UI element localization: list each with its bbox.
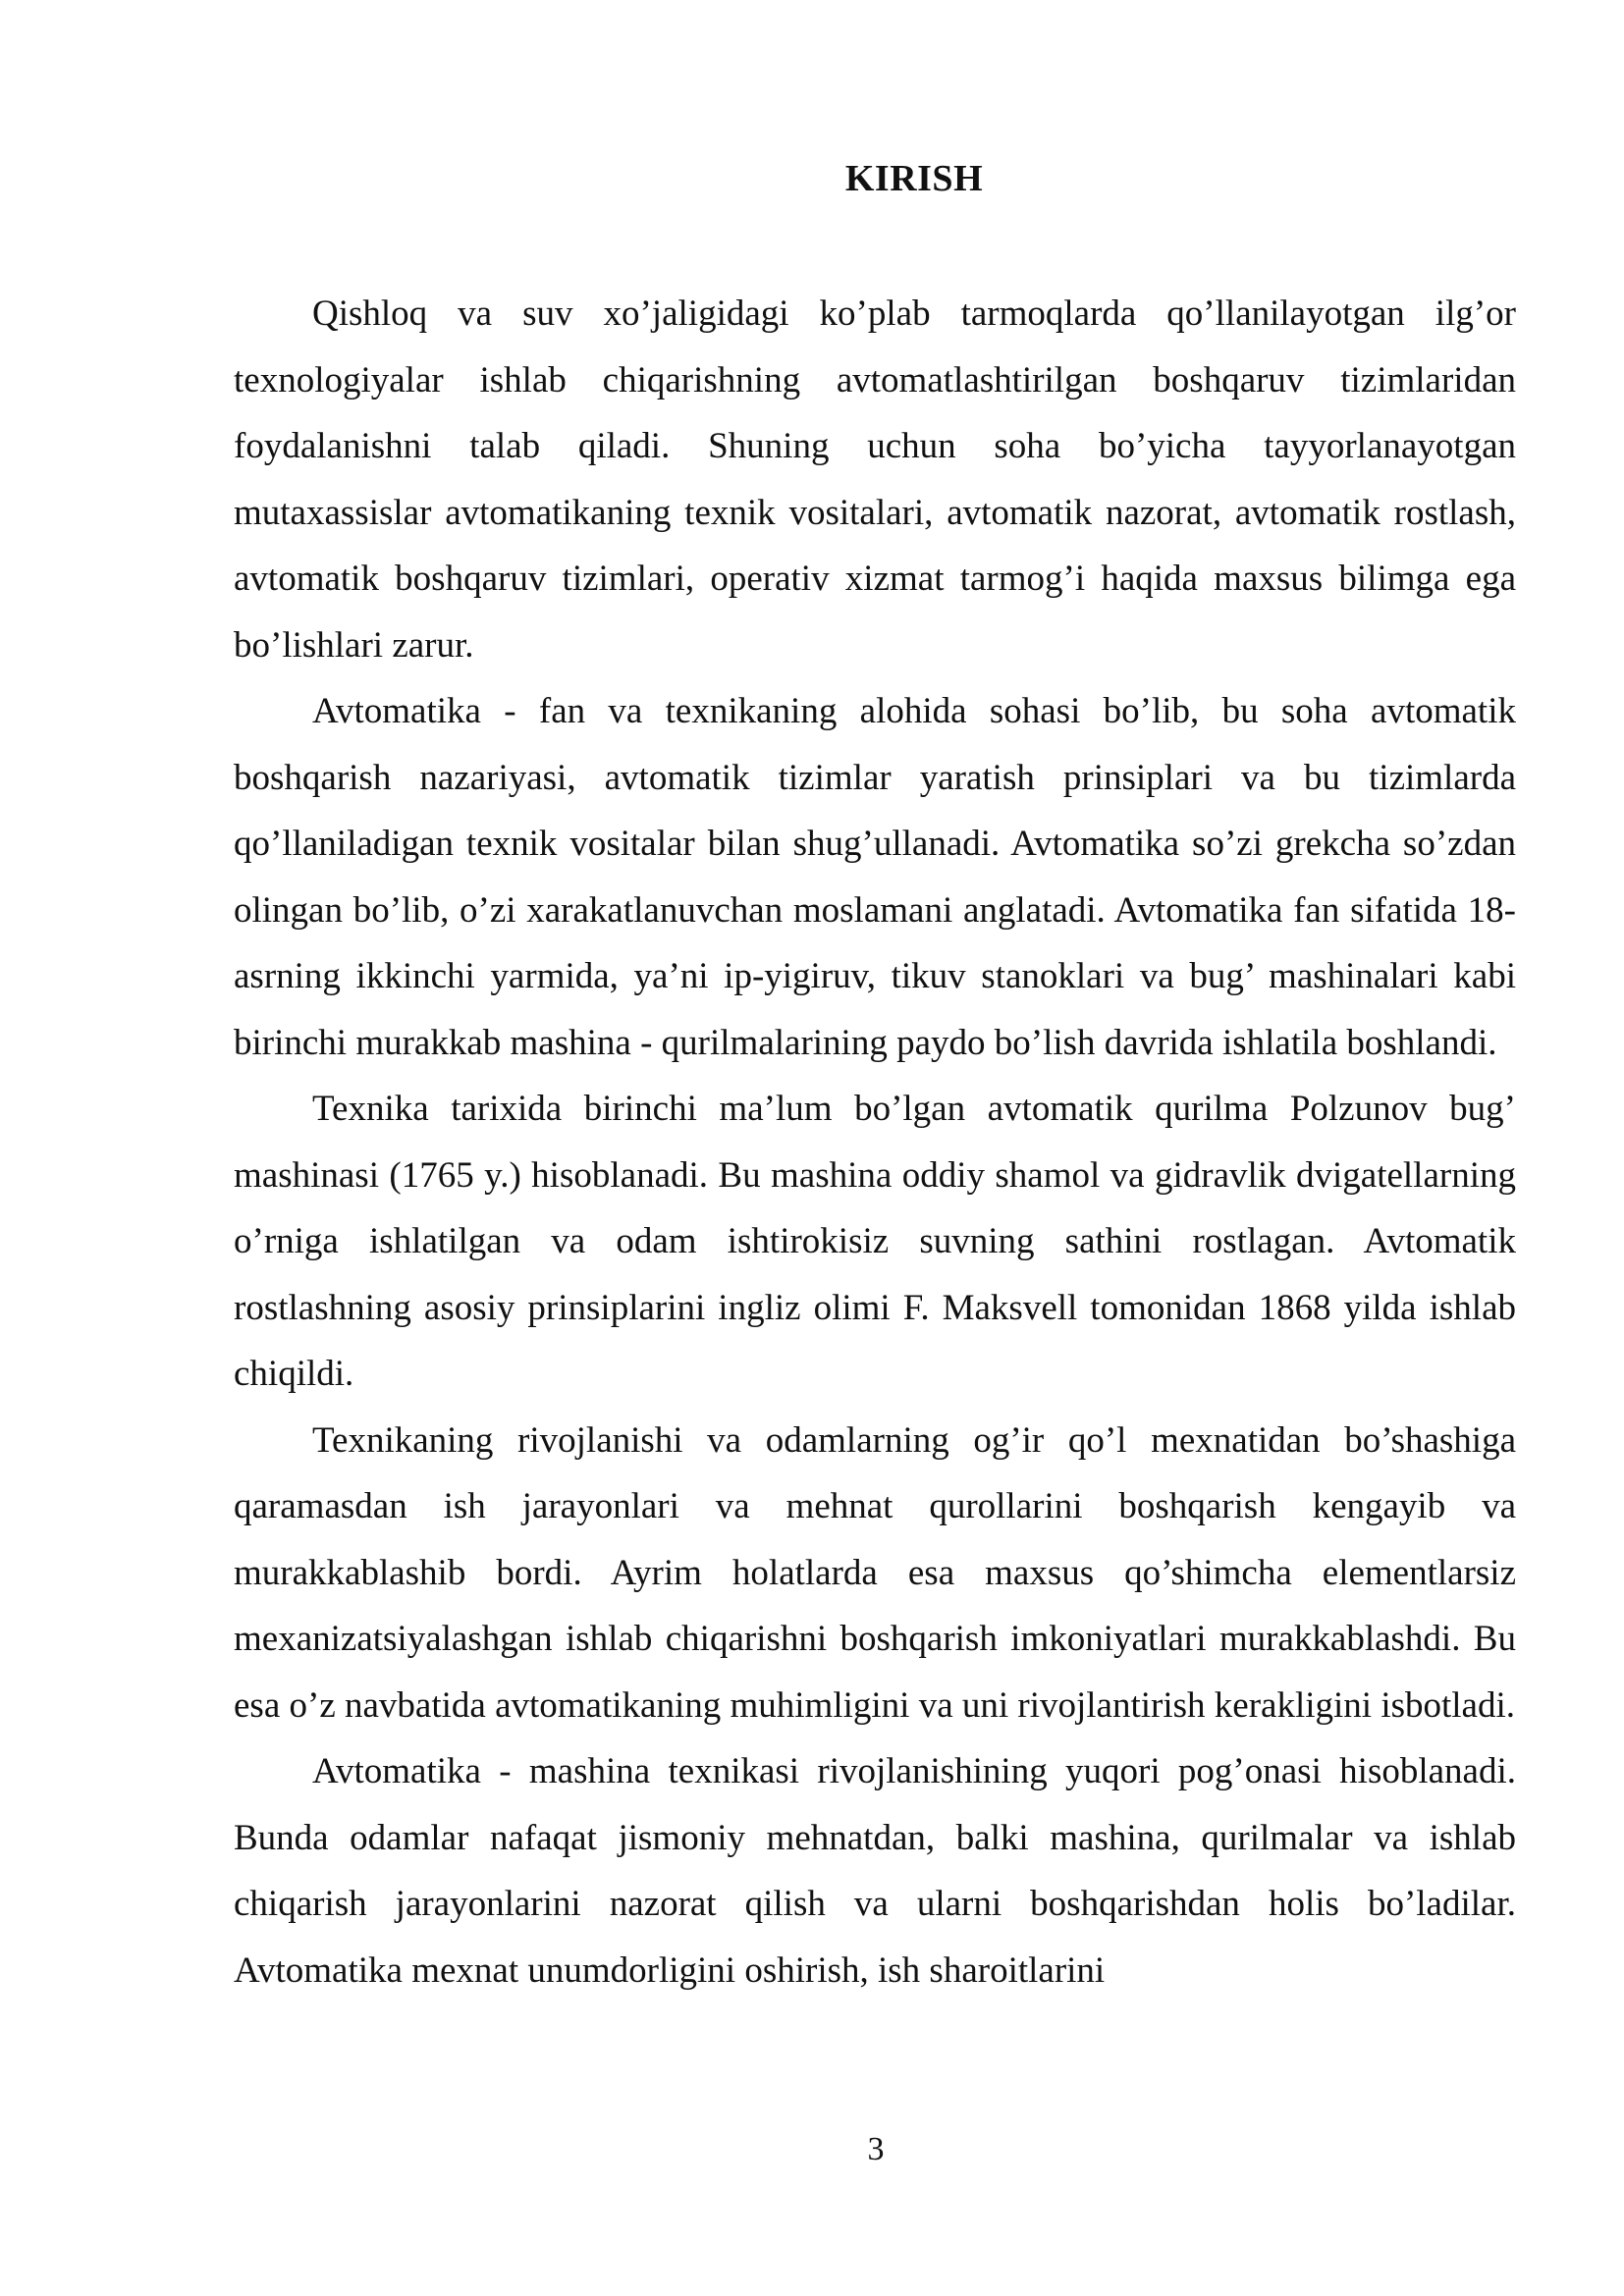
body-text	[234, 281, 1516, 2003]
page-title: KIRISH	[844, 158, 984, 199]
paragraph-3: Texnika tarixida birinchi ma’lum bo’lgan avtomatik qurilma Polzunov bug’ mashinasi (1765 y.) hisoblanadi. Bu mashina oddiy shamol va gidravlik dvigatellarning o’rniga ishlatilgan va odam ishtirokisiz suvning sathini rostlagan. Avtomatik rostlashning asosiy prinsiplarini ingliz olimi F. Maksvell tomonidan 1868 yilda ishlab chiqildi.	[234, 1089, 1516, 1394]
paragraph-1: Qishloq va suv xo’jaligidagi ko’plab tarmoqlarda qo’llanilayotgan ilg’or texnologiyalar ishlab chiqarishning avtomatlashtirilgan boshqaruv tizimlaridan foydalanishni talab qiladi. Shuning uchun soha bo’yicha tayyorlanayotgan mutaxassislar avtomatikaning texnik vositalari, avtomatik nazorat, avtomatik rostlash, avtomatik boshqaruv tizimlari, operativ xizmat tarmog’i haqida maxsus bilimga ega bo’lishlari zarur.	[234, 294, 1516, 666]
page-number: 3	[867, 2131, 885, 2167]
paragraph-2: Avtomatika - fan va texnikaning alohida sohasi bo’lib, bu soha avtomatik boshqarish nazariyasi, avtomatik tizimlar yaratish prinsiplari va bu tizimlarda qo’llaniladigan texnik vositalar bilan shug’ullanadi. Avtomatika so’zi grekcha so’zdan olingan bo’lib, o’zi xarakatlanuvchan moslamani anglatadi. Avtomatika fan sifatida 18-asrning ikkinchi yarmida, ya’ni ip-yigiruv, tikuv stanoklari va bug’ mashinalari kabi birinchi murakkab mashina - qurilmalarining paydo bo’lish davrida ishlatila boshlandi.	[234, 691, 1516, 1063]
paragraph-4: Texnikaning rivojlanishi va odamlarning og’ir qo’l mexnatidan bo’shashiga qaramasdan ish jarayonlari va mehnat qurollarini boshqarish kengayib va murakkablashib bordi. Ayrim holatlarda esa maxsus qo’shimcha elementlarsiz mexanizatsiyalashgan ishlab chiqarishni boshqarish imkoniyatlari murakkablashdi. Bu esa o’z navbatida avtomatikaning muhimligini va uni rivojlantirish kerakligini isbotladi.	[234, 1419, 1516, 1726]
paragraph-5: Avtomatika - mashina texnikasi rivojlanishining yuqori pog’onasi hisoblanadi. Bunda odamlar nafaqat jismoniy mehnatdan, balki mashina, qurilmalar va ishlab chiqarish jarayonlarini nazorat qilish va ularni boshqarishdan holis bo’ladilar. Avtomatika mexnat unumdorligini oshirish, ish sharoitlarini	[234, 1751, 1516, 1991]
